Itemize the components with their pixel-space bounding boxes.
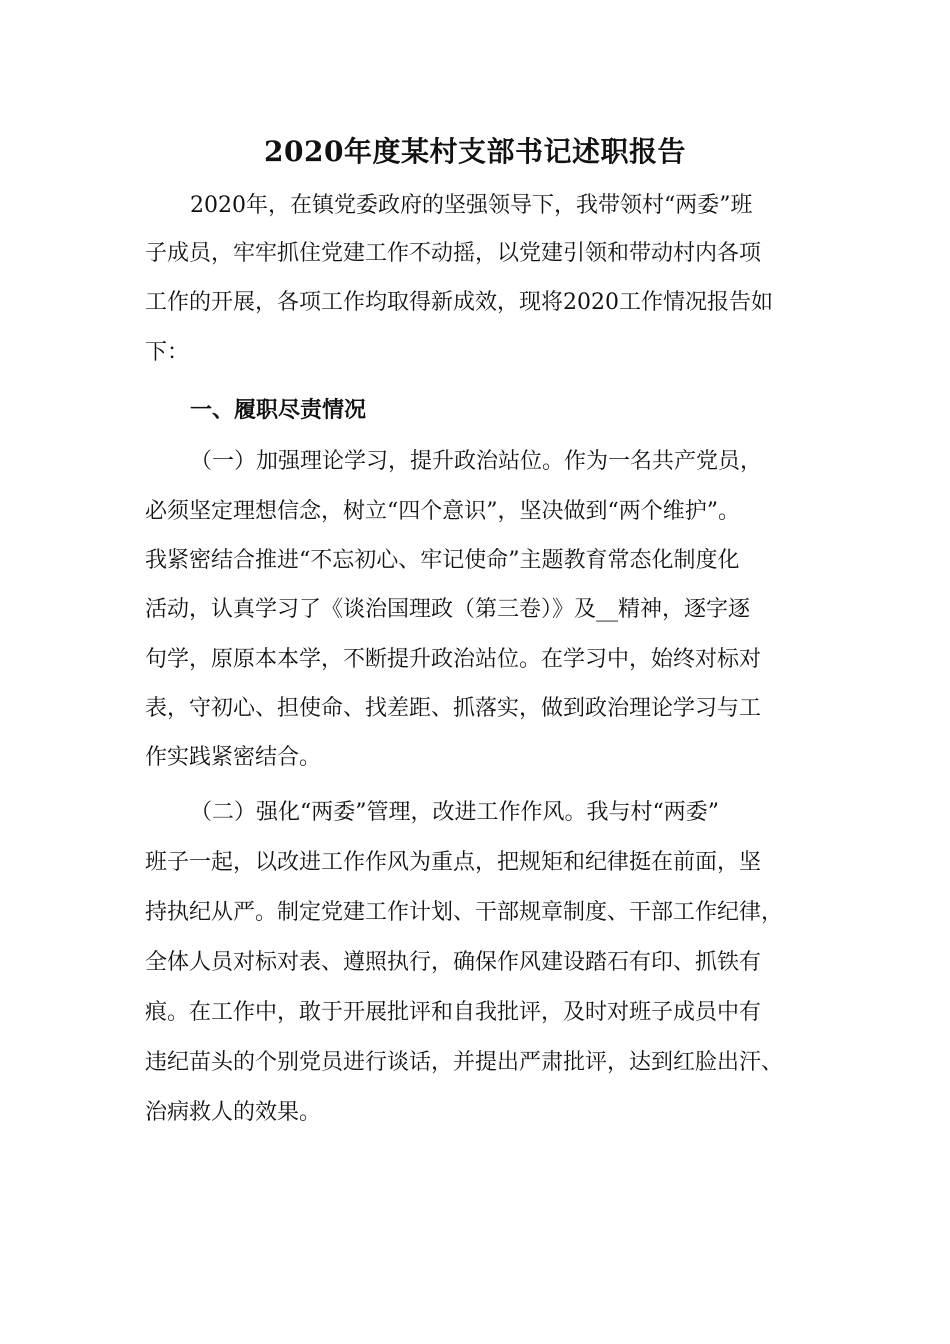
paragraph-line: （一）加强理论学习，提升政治站位。作为一名共产党员， [190,449,763,474]
paragraph-line: 必须坚定理想信念，树立“四个意识”，坚决做到“两个维护”。 [145,499,740,524]
paragraph-line: 下： [145,340,190,365]
paragraph-line: 子成员，牢牢抓住党建工作不动摇，以党建引领和带动村内各项 [145,241,762,266]
paragraph-line: 持执纪从严。制定党建工作计划、干部规章制度、干部工作纪律， [145,900,784,925]
paragraph-line: 班子一起，以改进工作作风为重点，把规矩和纪律挺在前面，坚 [145,850,762,875]
paragraph-line: （二）强化“两委”管理，改进工作作风。我与村“两委” [190,800,719,825]
paragraph-line: 违纪苗头的个别党员进行谈话，并提出严肃批评，达到红脸出汗、 [145,1050,784,1075]
paragraph-line: 痕。在工作中，敢于开展批评和自我批评，及时对班子成员中有 [145,1000,762,1025]
paragraph-line: 全体人员对标对表、遵照执行，确保作风建设踏石有印、抓铁有 [145,950,762,975]
paragraph-line: 作实践紧密结合。 [145,745,322,770]
document-title: 2020年度某村支部书记述职报告 [264,135,686,168]
paragraph-line: 我紧密结合推进“不忘初心、牢记使命”主题教育常态化制度化 [145,548,740,573]
paragraph-line: 治病救人的效果。 [145,1100,322,1125]
paragraph-line: 工作的开展，各项工作均取得新成效，现将2020工作情况报告如 [145,290,773,315]
paragraph-line: 表，守初心、担使命、找差距、抓落实，做到政治理论学习与工 [145,696,762,721]
section-heading: 一、履职尽责情况 [190,397,367,423]
paragraph-line: 活动，认真学习了《谈治国理政（第三卷）》及__精神，逐字逐 [145,597,751,622]
paragraph-line: 句学，原原本本学，不断提升政治站位。在学习中，始终对标对 [145,647,762,672]
paragraph-line: 2020年，在镇党委政府的坚强领导下，我带领村“两委”班 [190,193,753,218]
